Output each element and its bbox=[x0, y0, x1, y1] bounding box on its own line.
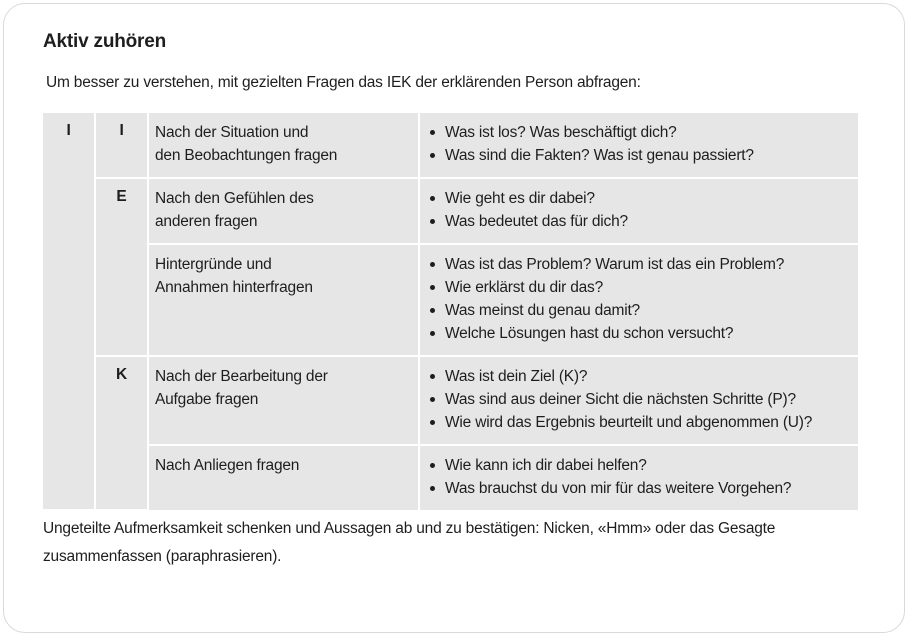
list-item: Welche Lösungen hast du schon versucht? bbox=[430, 322, 850, 345]
question-list bbox=[430, 121, 850, 167]
label-line: den Beobachtungen fragen bbox=[155, 147, 338, 164]
list-item: Was brauchst du von mir für das weitere Vorgehen? bbox=[430, 477, 850, 500]
question-list bbox=[430, 253, 850, 345]
questions-cell bbox=[419, 356, 858, 445]
list-item: Was ist das Problem? Warum ist das ein Problem? bbox=[430, 253, 850, 276]
label-cell bbox=[148, 178, 419, 244]
list-item: Wie wird das Ergebnis beurteilt und abgenommen (U)? bbox=[430, 411, 850, 434]
questions-cell bbox=[419, 445, 858, 510]
table-row bbox=[43, 244, 858, 356]
list-item: Wie kann ich dir dabei helfen? bbox=[430, 454, 850, 477]
questions-cell bbox=[419, 244, 858, 356]
label-line: Nach der Situation und bbox=[155, 124, 309, 141]
letter-cell: I bbox=[95, 113, 148, 178]
list-item: Was ist dein Ziel (K)? bbox=[430, 365, 850, 388]
list-item: Was meinst du genau damit? bbox=[430, 299, 850, 322]
table-row bbox=[43, 445, 858, 510]
label-line: Nach der Bearbeitung der bbox=[155, 368, 328, 385]
label-line: Hintergründe und bbox=[155, 256, 272, 273]
questions-cell bbox=[419, 113, 858, 178]
label-cell bbox=[148, 113, 419, 178]
table-row bbox=[43, 178, 858, 244]
label-cell bbox=[148, 244, 419, 356]
table-row bbox=[43, 356, 858, 445]
letter-cell: K bbox=[95, 356, 148, 510]
questions-cell bbox=[419, 178, 858, 244]
label-line: Aufgabe fragen bbox=[155, 391, 259, 408]
list-item: Was sind die Fakten? Was ist genau passiert? bbox=[430, 144, 850, 167]
label-line: Nach den Gefühlen des bbox=[155, 190, 314, 207]
label-cell bbox=[148, 445, 419, 510]
list-item: Was ist los? Was beschäftigt dich? bbox=[430, 121, 850, 144]
iek-table bbox=[43, 113, 858, 511]
list-item: Was bedeutet das für dich? bbox=[430, 210, 850, 233]
list-item: Wie erklärst du dir das? bbox=[430, 276, 850, 299]
table-row bbox=[43, 113, 858, 178]
label-line: anderen fragen bbox=[155, 213, 258, 230]
outer-letter-cell: I bbox=[43, 113, 95, 510]
label-cell bbox=[148, 356, 419, 445]
question-list bbox=[430, 454, 850, 500]
page-title: Aktiv zuhören bbox=[43, 31, 167, 52]
label-line: Nach Anliegen fragen bbox=[155, 457, 300, 474]
list-item: Was sind aus deiner Sicht die nächsten Schritte (P)? bbox=[430, 388, 850, 411]
footer-text: Ungeteilte Aufmerksamkeit schenken und Aussagen ab und zu bestätigen: Nicken, «Hmm» oder das Gesagte zusammenfassen (paraphrasieren). bbox=[43, 520, 776, 565]
label-line: Annahmen hinterfragen bbox=[155, 279, 313, 296]
question-list bbox=[430, 365, 850, 434]
question-list bbox=[430, 187, 850, 233]
list-item: Wie geht es dir dabei? bbox=[430, 187, 850, 210]
letter-cell: E bbox=[95, 178, 148, 356]
intro-text: Um besser zu verstehen, mit gezielten Fragen das IEK der erklärenden Person abfragen: bbox=[46, 74, 641, 91]
